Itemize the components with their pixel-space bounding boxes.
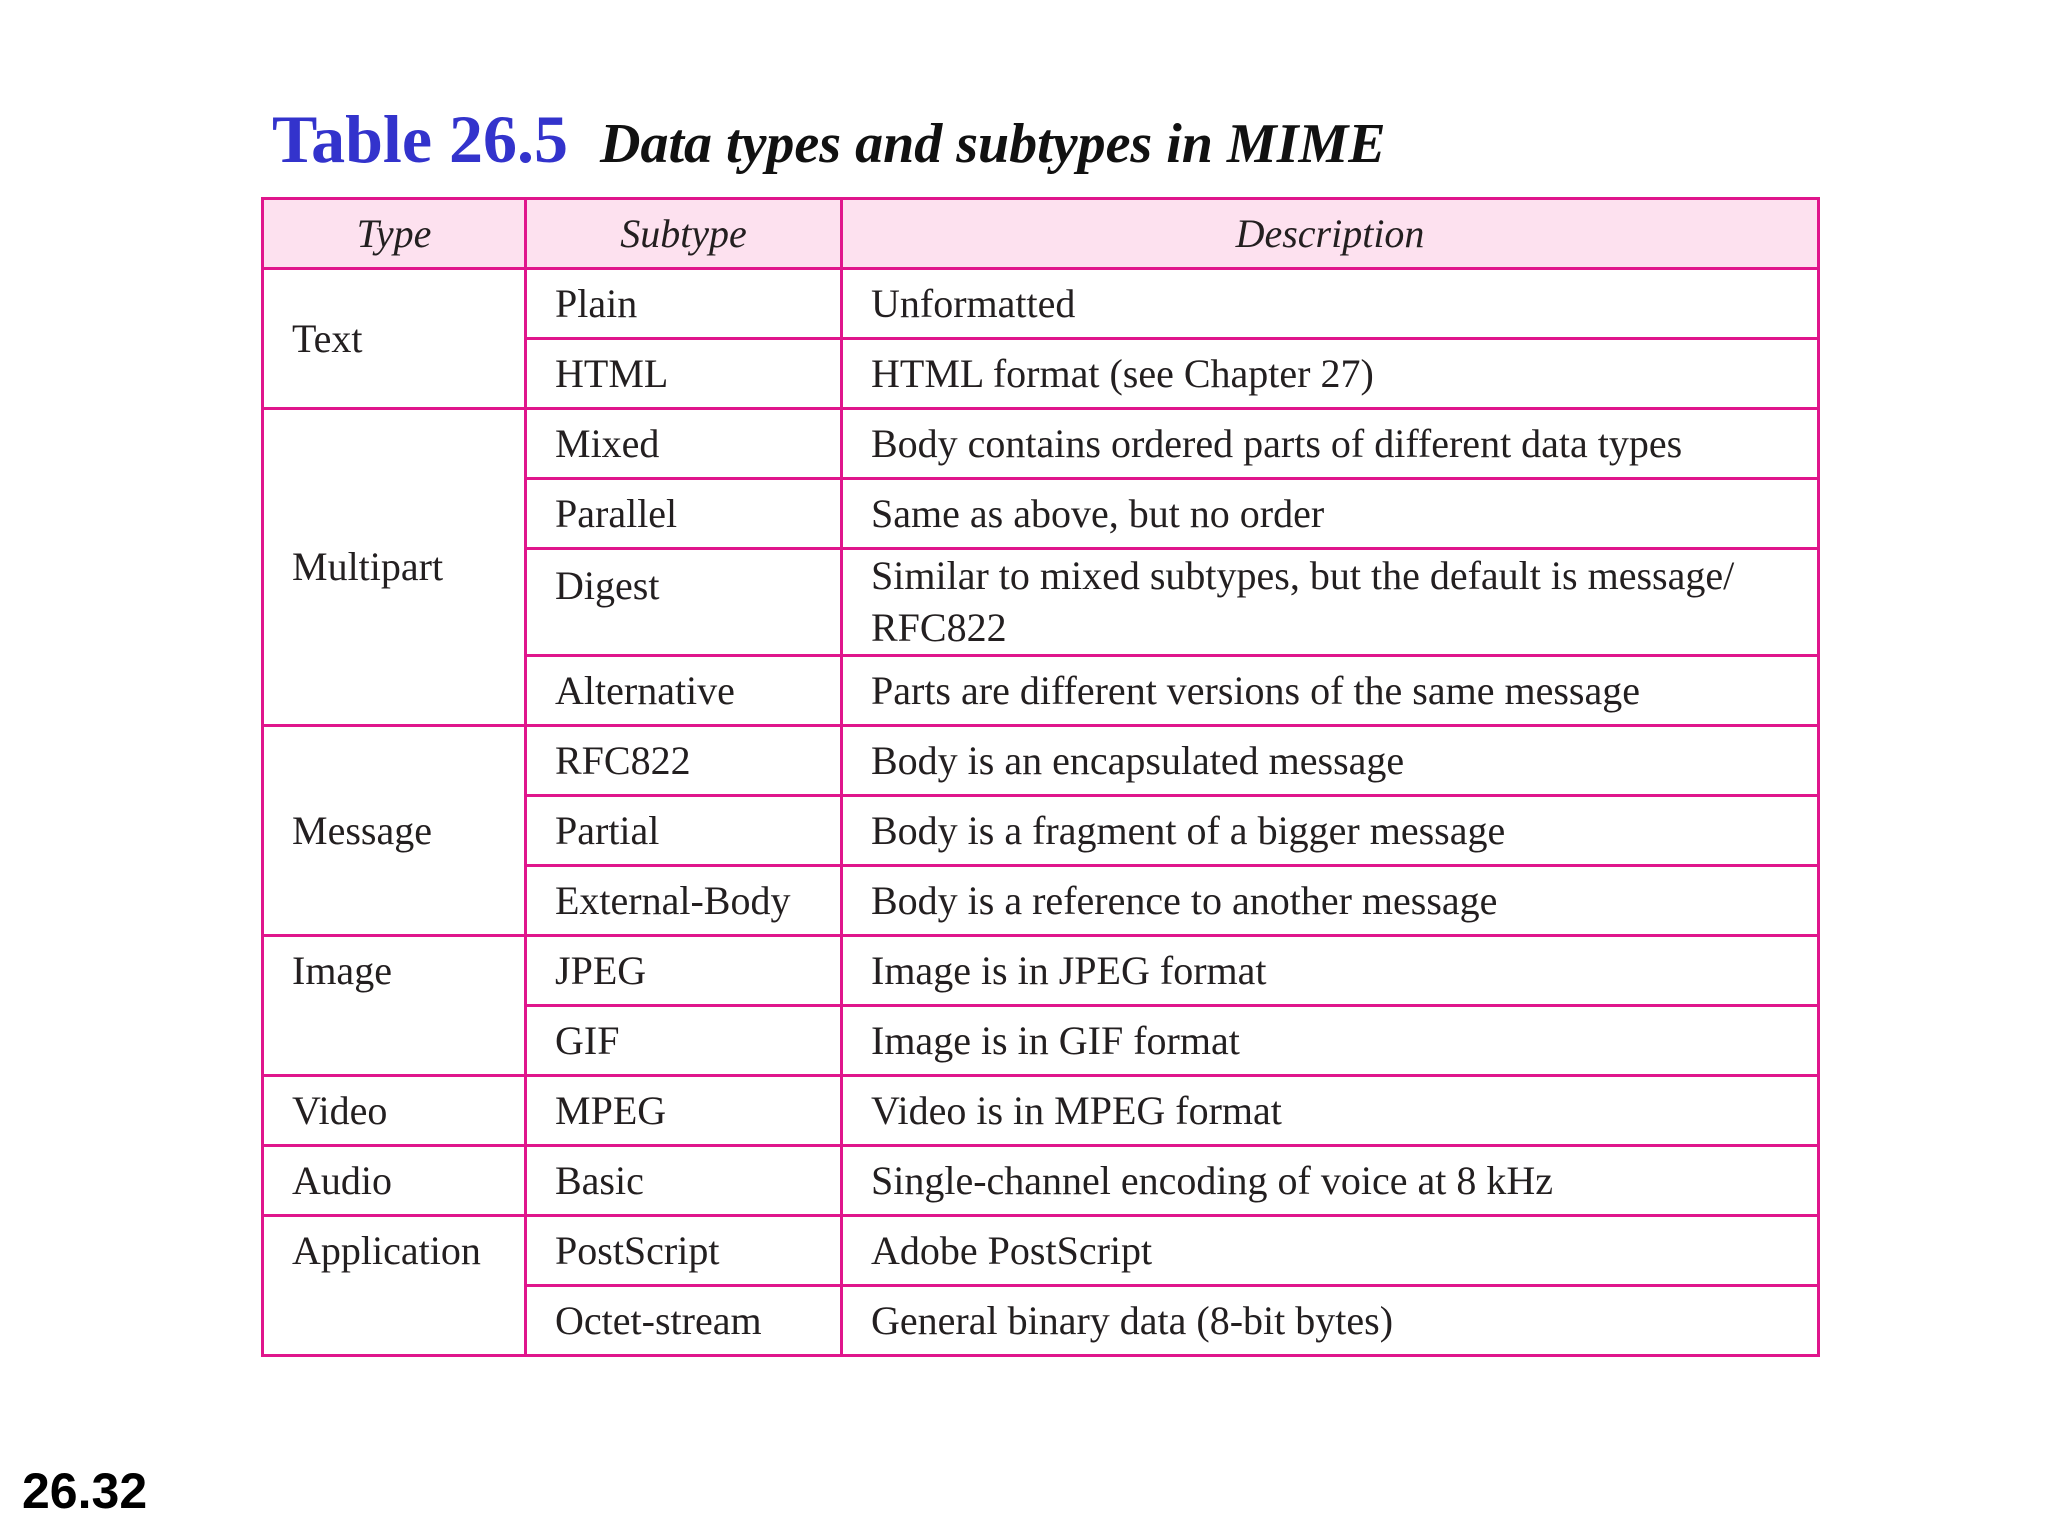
description-cell: Image is in GIF format [842,1006,1819,1076]
type-cell: Application [263,1216,526,1356]
type-cell: Message [263,726,526,936]
description-cell: Unformatted [842,269,1819,339]
subtype-cell: Alternative [526,656,842,726]
subtype-cell: Digest [526,549,842,656]
description-cell: Body contains ordered parts of different data types [842,409,1819,479]
header-row [263,199,1819,269]
type-cell: Audio [263,1146,526,1216]
table-row [263,1146,1819,1216]
description-cell: Video is in MPEG format [842,1076,1819,1146]
subtype-cell: Partial [526,796,842,866]
table-row [263,409,1819,479]
subtype-cell: MPEG [526,1076,842,1146]
subtype-cell: Parallel [526,479,842,549]
description-cell: Body is an encapsulated message [842,726,1819,796]
subtype-cell: Basic [526,1146,842,1216]
caption-number: Table 26.5 [272,101,569,177]
subtype-cell: Mixed [526,409,842,479]
slide-number: 26.32 [22,1463,148,1519]
header-description: Description [842,199,1819,269]
table-row [263,726,1819,796]
description-cell: Same as above, but no order [842,479,1819,549]
mime-types-table [261,197,1820,1357]
subtype-cell: JPEG [526,936,842,1006]
description-cell: Body is a fragment of a bigger message [842,796,1819,866]
subtype-cell: Octet-stream [526,1286,842,1356]
subtype-cell: Plain [526,269,842,339]
description-cell: Parts are different versions of the same message [842,656,1819,726]
type-cell: Video [263,1076,526,1146]
table-row [263,1076,1819,1146]
table-row [263,936,1819,1006]
description-cell: Adobe PostScript [842,1216,1819,1286]
description-cell: Single-channel encoding of voice at 8 kHz [842,1146,1819,1216]
subtype-cell: HTML [526,339,842,409]
type-cell: Multipart [263,409,526,726]
caption-title: Data types and subtypes in MIME [600,113,1386,175]
description-cell: Similar to mixed subtypes, but the default is message/ RFC822 [842,549,1819,656]
description-cell: HTML format (see Chapter 27) [842,339,1819,409]
header-type: Type [263,199,526,269]
description-cell: Body is a reference to another message [842,866,1819,936]
description-cell: General binary data (8-bit bytes) [842,1286,1819,1356]
subtype-cell: PostScript [526,1216,842,1286]
type-cell: Text [263,269,526,409]
subtype-cell: RFC822 [526,726,842,796]
subtype-cell: GIF [526,1006,842,1076]
table-row [263,269,1819,339]
type-cell: Image [263,936,526,1076]
table-caption [272,100,1386,179]
header-subtype: Subtype [526,199,842,269]
description-cell: Image is in JPEG format [842,936,1819,1006]
subtype-cell: External-Body [526,866,842,936]
table-body [263,269,1819,1356]
table-row [263,1216,1819,1286]
